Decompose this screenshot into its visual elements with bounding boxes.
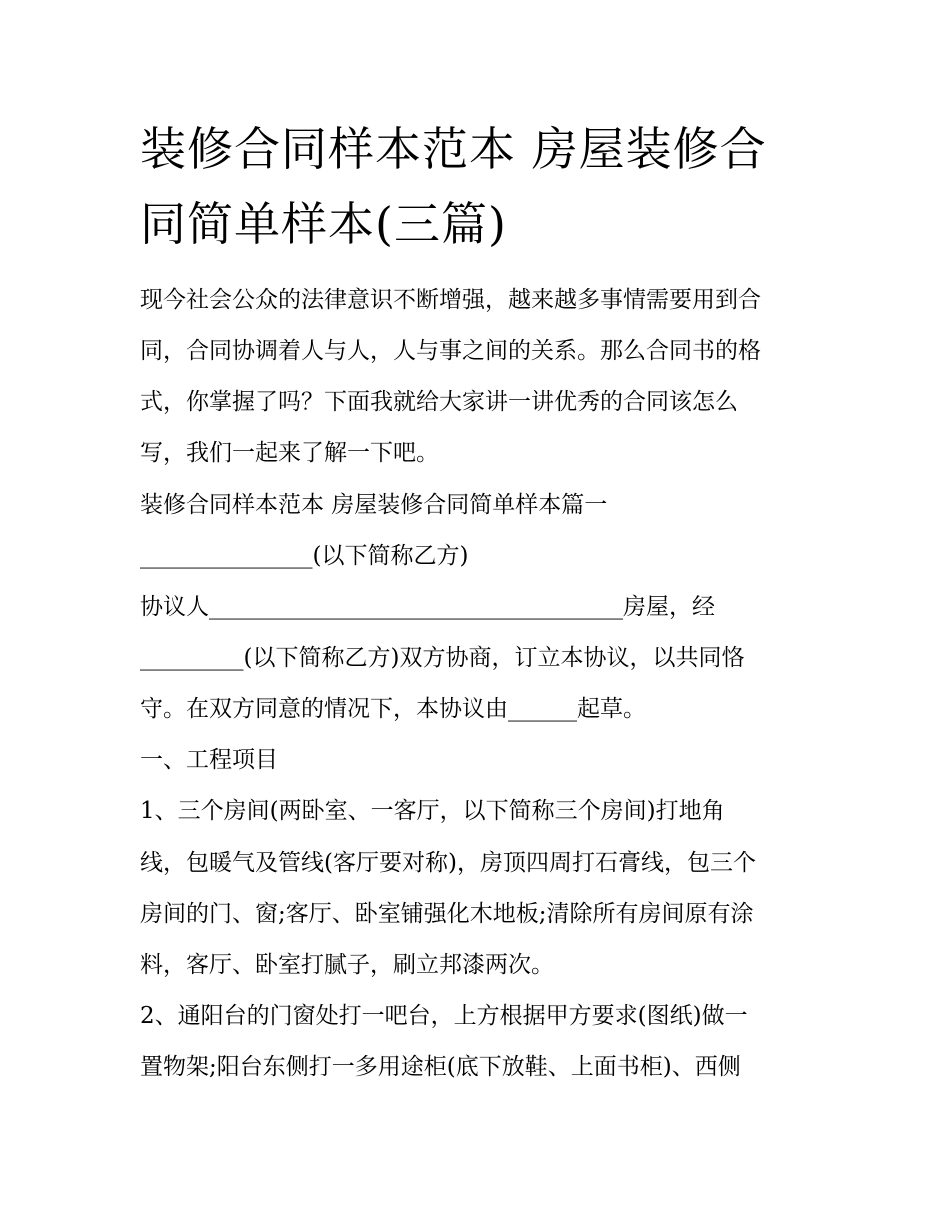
body-line-8: 守。在双方同意的情况下，本协议由______起草。 [140, 696, 646, 722]
body-line-1: 现今社会公众的法律意识不断增强，越来越多事情需要用到合 [140, 287, 761, 313]
body-line-2: 同，合同协调着人与人，人与事之间的关系。那么合同书的格 [140, 338, 761, 364]
body-line-3: 式，你掌握了吗？下面我就给大家讲一讲优秀的合同该怎么 [140, 389, 738, 415]
section-heading-2: 一、工程项目 [140, 747, 278, 773]
body-line-13: 2、通阳台的门窗处打一吧台，上方根据甲方要求(图纸)做一 [140, 1003, 748, 1029]
body-line-10: 线，包暖气及管线(客厅要对称)，房顶四周打石膏线，包三个 [140, 850, 756, 876]
title-line-1: 装修合同样本范本 房屋装修合 [140, 122, 767, 176]
body-line-12: 料，客厅、卧室打腻子，刷立邦漆两次。 [140, 952, 554, 978]
body-line-7: _________(以下简称乙方)双方协商，订立本协议，以共同恪 [140, 645, 745, 671]
body-line-11: 房间的门、窗;客厅、卧室铺强化木地板;清除所有房间原有涂 [140, 901, 754, 927]
body-line-6: 协议人____________________________________房屋，经 [140, 594, 715, 620]
section-heading-1: 装修合同样本范本 房屋装修合同简单样本篇一 [140, 492, 608, 518]
body-line-14: 置物架;阳台东侧打一多用途柜(底下放鞋、上面书柜)、西侧 [140, 1054, 741, 1080]
document-title [140, 112, 820, 262]
body-line-4: 写，我们一起来了解一下吧。 [140, 440, 439, 466]
body-line-9: 1、三个房间(两卧室、一客厅，以下简称三个房间)打地角 [140, 798, 725, 824]
body-line-5: _______________(以下简称乙方) [140, 543, 469, 569]
title-line-2: 同简单样本(三篇) [140, 197, 507, 251]
